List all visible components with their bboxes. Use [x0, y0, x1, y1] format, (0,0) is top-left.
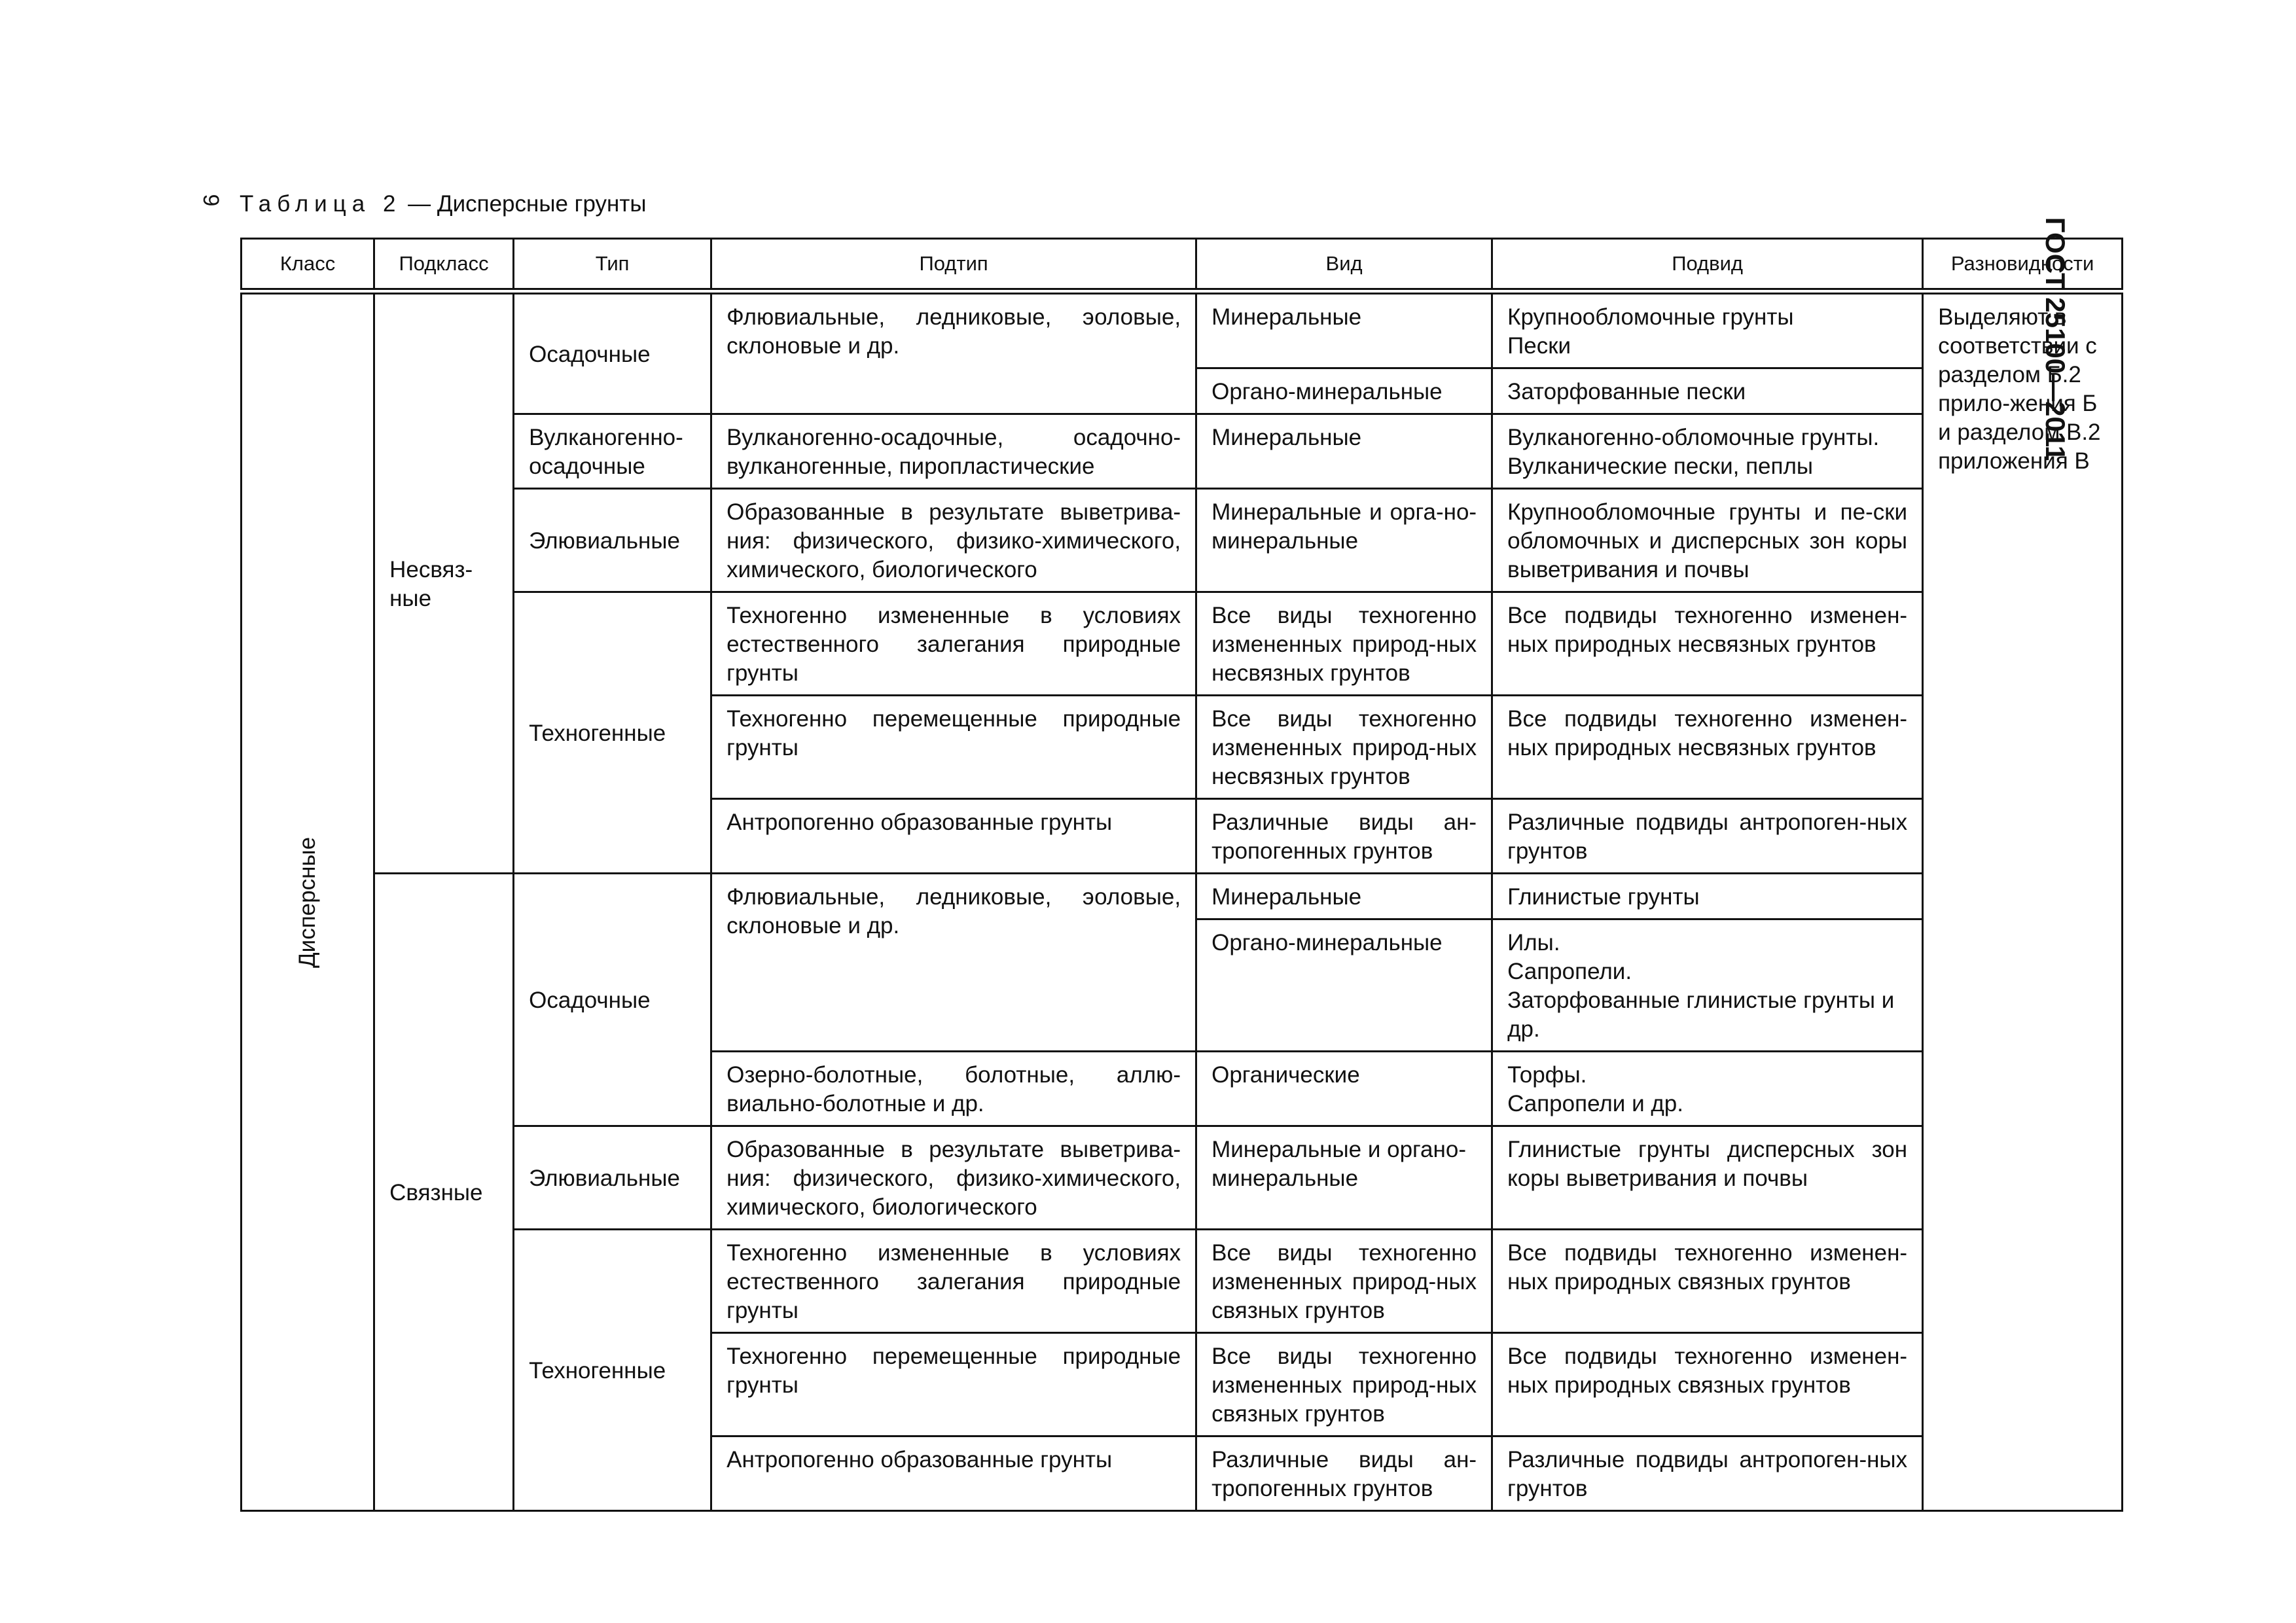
table-caption — [240, 188, 647, 220]
type-cell: Элювиальные — [514, 489, 711, 592]
kind-cell: Все виды техногенно измененных природ-ных связных грунтов — [1196, 1333, 1492, 1436]
subkind-cell: Илы. Сапропели. Заторфованные глинистые грунты и др. — [1492, 919, 1923, 1052]
column-header-subkind: Подвид — [1492, 239, 1923, 292]
type-cell: Элювиальные — [514, 1126, 711, 1230]
subkind-cell: Все подвиды техногенно изменен-ных природных несвязных грунтов — [1492, 696, 1923, 799]
varieties-cell: Выделяют в соответствии с разделом Б.2 прило-жения Б и разделом В.2 приложения В — [1923, 291, 2123, 1511]
subtype-cell: Образованные в результате выветрива-ния: физического, физико-химического, химического, биологического — [711, 1126, 1196, 1230]
table-row — [242, 414, 2123, 489]
subtype-cell: Техногенно измененные в условиях естественного залегания природные грунты — [711, 592, 1196, 696]
type-cell: Техногенные — [514, 592, 711, 874]
kind-cell: Минеральные — [1196, 291, 1492, 368]
kind-cell: Минеральные и органо-минеральные — [1196, 1126, 1492, 1230]
type-cell: Осадочные — [514, 874, 711, 1126]
table-row — [242, 874, 2123, 919]
kind-cell: Все виды техногенно измененных природ-ных связных грунтов — [1196, 1230, 1492, 1333]
column-header-class: Класс — [242, 239, 374, 292]
subtype-cell: Флювиальные, ледниковые, эоловые, склоновые и др. — [711, 291, 1196, 414]
class-cell — [242, 291, 374, 1511]
subtype-cell: Антропогенно образованные грунты — [711, 799, 1196, 874]
subkind-cell: Глинистые грунты дисперсных зон коры выветривания и почвы — [1492, 1126, 1923, 1230]
standard-code: ГОСТ 25100—2011 — [2040, 217, 2071, 461]
subtype-cell: Флювиальные, ледниковые, эоловые, склоновые и др. — [711, 874, 1196, 1052]
table-row — [242, 1230, 2123, 1333]
table-row — [242, 1126, 2123, 1230]
kind-cell: Органические — [1196, 1052, 1492, 1126]
kind-cell: Все виды техногенно измененных природ-ных несвязных грунтов — [1196, 592, 1492, 696]
subclass-cell-noncohesive: Несвяз- ные — [374, 291, 514, 874]
subtype-cell: Озерно-болотные, болотные, аллю-виально-болотные и др. — [711, 1052, 1196, 1126]
kind-cell: Органо-минеральные — [1196, 368, 1492, 414]
kind-cell: Минеральные и орга-но-минеральные — [1196, 489, 1492, 592]
column-header-type: Тип — [514, 239, 711, 292]
subtype-cell: Вулканогенно-осадочные, осадочно-вулканогенные, пиропластические — [711, 414, 1196, 489]
table-header-row — [242, 239, 2123, 292]
subkind-cell: Все подвиды техногенно изменен-ных природных несвязных грунтов — [1492, 592, 1923, 696]
table-row — [242, 489, 2123, 592]
subkind-cell: Все подвиды техногенно изменен-ных природных связных грунтов — [1492, 1333, 1923, 1436]
kind-cell: Минеральные — [1196, 874, 1492, 919]
table-caption-label: Таблица 2 — [240, 191, 402, 217]
subclass-cell-cohesive: Связные — [374, 874, 514, 1511]
subkind-cell: Крупнообломочные грунты Пески — [1492, 291, 1923, 368]
subtype-cell: Техногенно измененные в условиях естественного залегания природные грунты — [711, 1230, 1196, 1333]
page-number: 9 — [198, 194, 223, 207]
subkind-cell: Заторфованные пески — [1492, 368, 1923, 414]
kind-cell: Различные виды ан-тропогенных грунтов — [1196, 1436, 1492, 1511]
subkind-cell: Глинистые грунты — [1492, 874, 1923, 919]
type-cell: Техногенные — [514, 1230, 711, 1511]
kind-cell: Органо-минеральные — [1196, 919, 1492, 1052]
subtype-cell: Антропогенно образованные грунты — [711, 1436, 1196, 1511]
subtype-cell: Техногенно перемещенные природные грунты — [711, 1333, 1196, 1436]
type-cell: Осадочные — [514, 291, 711, 414]
subkind-cell: Вулканогенно-обломочные грунты. Вулканические пески, пеплы — [1492, 414, 1923, 489]
table-row — [242, 592, 2123, 696]
column-header-varieties: Разновидности — [1923, 239, 2123, 292]
subtype-cell: Образованные в результате выветрива-ния: физического, физико-химического, химического, биологического — [711, 489, 1196, 592]
soil-classification-table — [240, 238, 2123, 1512]
subkind-cell: Различные подвиды антропоген-ных грунтов — [1492, 1436, 1923, 1511]
column-header-subtype: Подтип — [711, 239, 1196, 292]
class-label: Дисперсные — [295, 836, 321, 968]
type-cell: Вулканогенно- осадочные — [514, 414, 711, 489]
kind-cell: Все виды техногенно измененных природ-ных несвязных грунтов — [1196, 696, 1492, 799]
subkind-cell: Все подвиды техногенно изменен-ных природных связных грунтов — [1492, 1230, 1923, 1333]
subtype-cell: Техногенно перемещенные природные грунты — [711, 696, 1196, 799]
table-caption-title: — Дисперсные грунты — [401, 191, 647, 217]
kind-cell: Различные виды ан-тропогенных грунтов — [1196, 799, 1492, 874]
table-row — [242, 291, 2123, 368]
subkind-cell: Крупнообломочные грунты и пе-ски обломочных и дисперсных зон коры выветривания и почвы — [1492, 489, 1923, 592]
kind-cell: Минеральные — [1196, 414, 1492, 489]
subkind-cell: Различные подвиды антропоген-ных грунтов — [1492, 799, 1923, 874]
subkind-cell: Торфы. Сапропели и др. — [1492, 1052, 1923, 1126]
column-header-subclass: Подкласс — [374, 239, 514, 292]
column-header-kind: Вид — [1196, 239, 1492, 292]
